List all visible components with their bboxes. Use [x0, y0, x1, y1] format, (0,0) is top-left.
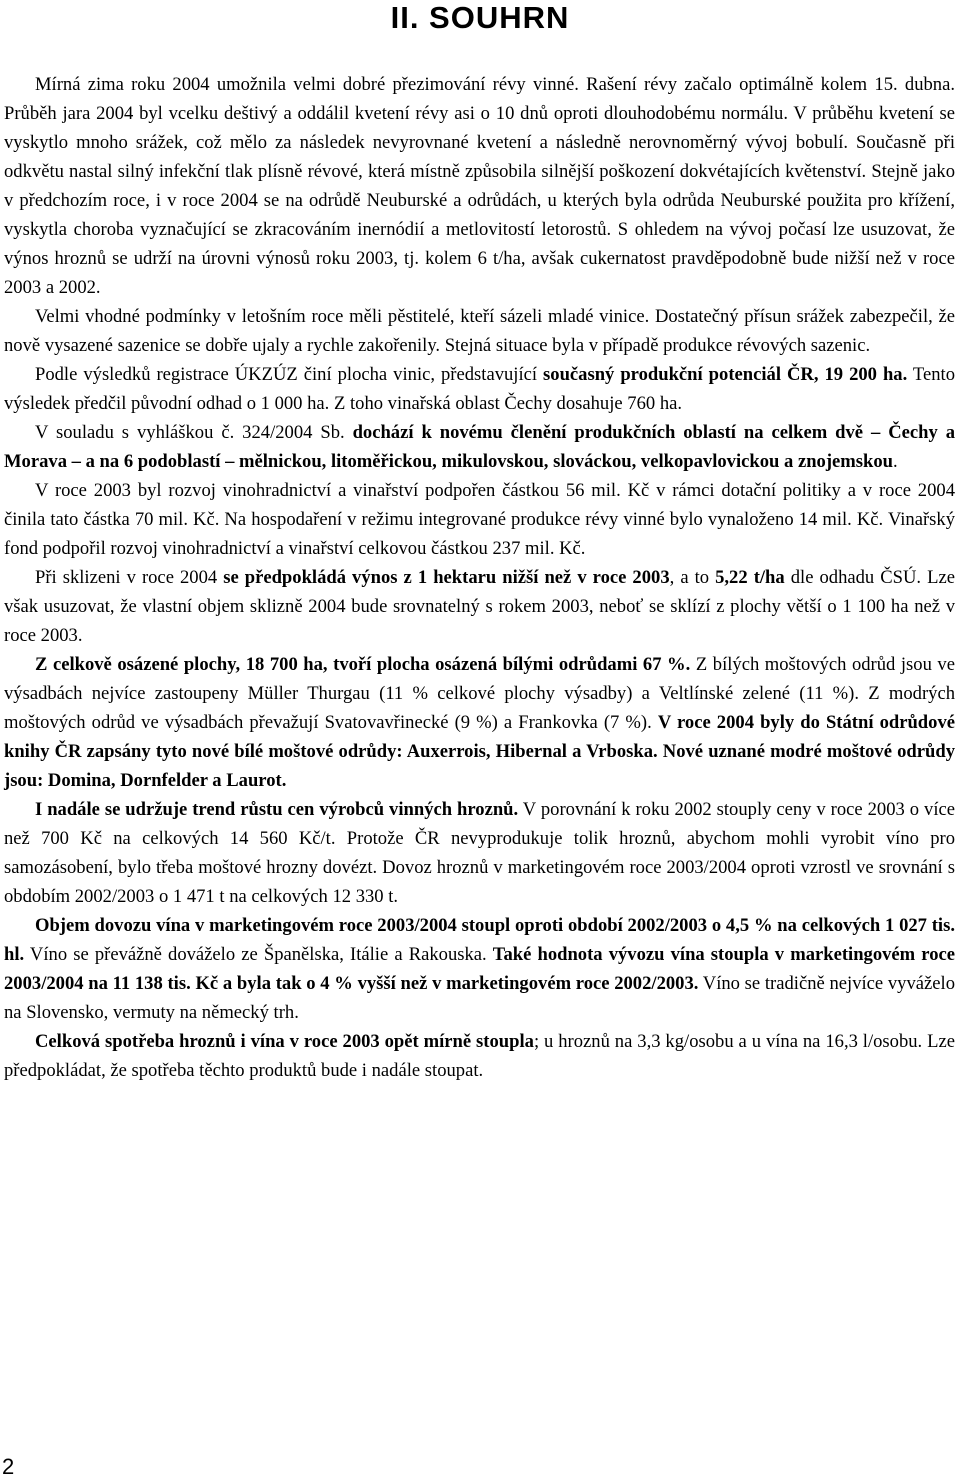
text-run: Z bílých moštových odrůd jsou ve výsadbách nejvíce zastoupeny Müller Thurgau (11 % celkové plochy výsadby) a Veltlínské zelené (11 %). Z modrých moštových odrůd ve výsadbách převažují Svatovavřinecké (9 %) a Frankovka (7 %). [4, 654, 955, 733]
paragraph [4, 795, 955, 911]
text-run: . [893, 451, 898, 472]
text-run: Při sklizeni v roce 2004 [35, 567, 224, 588]
paragraph [4, 418, 955, 476]
bold-text-run: Také hodnota vývozu vína stoupla v marketingovém roce 2003/2004 na 11 138 tis. Kč a byla tak o 4 % vyšší než v marketingovém roce 2002/2003. [4, 944, 955, 994]
paragraph [4, 360, 955, 418]
bold-text-run: současný produkční potenciál ČR, 19 200 ha. [543, 364, 908, 385]
bold-text-run: V roce 2004 byly do Státní odrůdové knihy ČR zapsány tyto nové bílé moštové odrůdy: Auxerrois, Hibernal a Vrboska. Nové uznané modré moštové odrůdy jsou: Domina, Dornfelder a Laurot. [4, 712, 955, 791]
text-run: , a to [669, 567, 716, 588]
document-body [4, 70, 955, 1085]
text-run: Podle výsledků registrace ÚKZÚZ činí plocha vinic, představující [35, 364, 544, 385]
bold-text-run: Celková spotřeba hroznů i vína v roce 2003 opět mírně stoupla [35, 1031, 534, 1052]
text-run: ; u hroznů na 3,3 kg/osobu a u vína na 16,3 l/osobu. Lze předpokládat, že spotřeba těchto produktů bude i nadále stoupat. [4, 1031, 955, 1081]
paragraph [4, 1027, 955, 1085]
text-run: V porovnání k roku 2002 stouply ceny v roce 2003 o více než 700 Kč na celkových 14 560 Kč/t. Protože ČR nevyprodukuje tolik hroznů, abychom mohli vyrobit víno pro samozásobení, bylo třeba moštové hrozny dovézt. Dovoz hroznů v marketingovém roce 2003/2004 oproti vzrostl ve srovnání s obdobím 2002/2003 o 1 471 t na celkových 12 330 t. [4, 799, 955, 907]
bold-text-run: dochází k novému členění produkčních oblastí na celkem dvě – Čechy a Morava – a na 6 podoblastí – mělnickou, litoměřickou, mikulovskou, slováckou, velkopavlovickou a znojemskou [4, 422, 955, 472]
page-number: 2 [2, 1454, 15, 1479]
paragraph [4, 70, 955, 302]
text-run: Mírná zima roku 2004 umožnila velmi dobré přezimování révy vinné. Rašení révy začalo optimálně kolem 15. dubna. Průběh jara 2004 byl vcelku deštivý a oddálil kvetení révy asi o 10 dnů oproti dlouhodobému normálu. V průběhu kvetení se vyskytlo mnoho srážek, což mělo za následek nevyrovnané kvetení a následně nerovnoměrný vývoj bobulí. Současně při odkvětu nastal silný infekční tlak plísně révové, která místně způsobila silnější poškození dokvétajících květenství. Stejně jako v předchozím roce, i v roce 2004 se na odrůdě Neuburské a odrůdách, u kterých byla odrůda Neuburské použita pro křížení, vyskytla choroba vyznačující se zkracováním inernódií a metlovitostí letorostů. S ohledem na vývoj počasí lze usuzovat, že výnos hroznů se udrží na úrovni výnosů roku 2003, tj. kolem 6 t/ha, avšak cukernatost pravděpodobně bude nižší než v roce 2003 a 2002. [4, 74, 955, 298]
bold-text-run: 5,22 t/ha [715, 567, 785, 588]
paragraph [4, 563, 955, 650]
bold-text-run: Z celkově osázené plochy, 18 700 ha, tvoří plocha osázená bílými odrůdami 67 %. [35, 654, 691, 675]
paragraph [4, 476, 955, 563]
paragraph [4, 302, 955, 360]
bold-text-run: I nadále se udržuje trend růstu cen výrobců vinných hroznů. [35, 799, 519, 820]
page-title: II. SOUHRN [390, 0, 570, 35]
text-run: Víno se převážně dováželo ze Španělska, Itálie a Rakouska. [24, 944, 493, 965]
paragraph [4, 911, 955, 1027]
paragraph [4, 650, 955, 795]
text-run: V souladu s vyhláškou č. 324/2004 Sb. [35, 422, 353, 443]
text-run: dle odhadu ČSÚ. Lze však usuzovat, že vlastní objem sklizně 2004 bude srovnatelný s rokem 2003, neboť se sklízí z plochy větší o 1 100 ha než v roce 2003. [4, 567, 955, 646]
text-run: Tento výsledek předčil původní odhad o 1 000 ha. Z toho vinařská oblast Čechy dosahuje 760 ha. [4, 364, 955, 414]
text-run: V roce 2003 byl rozvoj vinohradnictví a vinařství podpořen částkou 56 mil. Kč v rámci dotační politiky a v roce 2004 činila tato částka 70 mil. Kč. Na hospodaření v režimu integrované produkce révy vinné bylo vynaloženo 14 mil. Kč. Vinařský fond podpořil rozvoj vinohradnictví a vinařství celkovou částkou 237 mil. Kč. [4, 480, 955, 559]
bold-text-run: se předpokládá výnos z 1 hektaru nižší než v roce 2003 [223, 567, 670, 588]
bold-text-run: Objem dovozu vína v marketingovém roce 2003/2004 stoupl oproti období 2002/2003 o 4,5 % na celkových 1 027 tis. hl. [4, 915, 955, 965]
text-run: Víno se tradičně nejvíce vyváželo na Slovensko, vermuty na německý trh. [4, 973, 955, 1023]
text-run: Velmi vhodné podmínky v letošním roce měli pěstitelé, kteří sázeli mladé vinice. Dostatečný přísun srážek zabezpečil, že nově vysazené sazenice se dobře ujaly a rychle zakořenily. Stejná situace byla v případě produkce révových sazenic. [4, 306, 955, 356]
